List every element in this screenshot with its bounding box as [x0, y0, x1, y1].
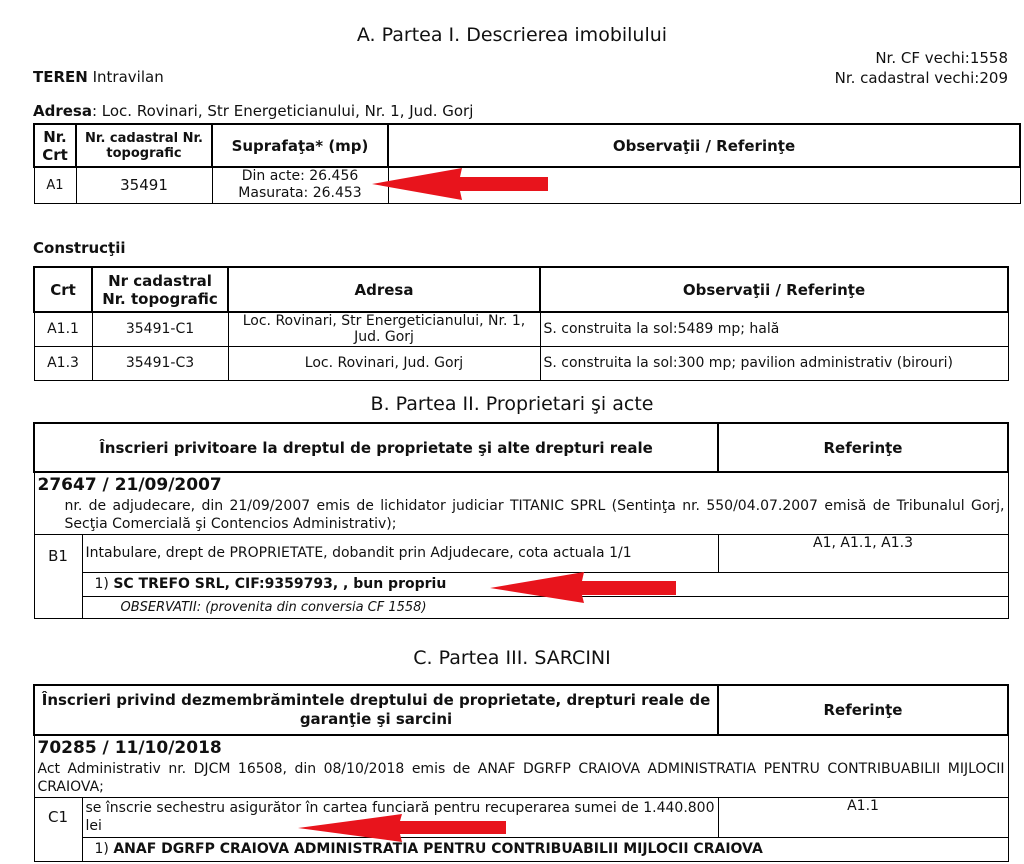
owner-name: SC TREFO SRL: [113, 576, 225, 592]
cell-cad: 35491-C3: [92, 346, 228, 380]
th-referinte-b: Referinţe: [718, 423, 1008, 472]
th-inscrieri-sarcini: Înscrieri privind dezmembrămintele dreptului de proprietate, drepturi reale de garanţie şi sarcini: [34, 685, 718, 735]
b1-ref: A1, A1.1, A1.3: [718, 534, 1008, 572]
cell-crt: A1: [34, 167, 76, 203]
constructii-table: [33, 266, 1009, 381]
th-crt: Crt: [34, 267, 92, 312]
constructii-title: Construcţii: [33, 239, 126, 257]
constructie-row: [34, 346, 1008, 380]
creditor-name: ANAF DGRFP CRAIOVA ADMINISTRATIA PENTRU CONTRIBUABILII MIJLOCII CRAIOVA: [113, 841, 763, 857]
creditor-row: [34, 837, 1008, 861]
teren-type: Intravilan: [92, 68, 164, 86]
entry-text-b: nr. de adjudecare, din 21/09/2007 emis de lichidator judiciar TITANIC SPRL (Sentinţa nr. 550/04.07.2007 emisă de Tribunalul Gorj, Secţia Comercială şi Contencios Administrativ);: [34, 496, 1008, 534]
adresa-line: [33, 102, 473, 120]
adresa-value: : Loc. Rovinari, Str Energeticianului, Nr. 1, Jud. Gorj: [91, 102, 474, 120]
entry-text-c: Act Administrativ nr. DJCM 16508, din 08/10/2018 emis de ANAF DGRFP CRAIOVA ADMINISTRATIA PENTRU CONTRIBUABILII MIJLOCII CRAIOVA;: [34, 759, 1008, 797]
teren-label: TEREN: [33, 68, 88, 86]
b1-label: B1: [34, 534, 82, 618]
cell-crt: A1.1: [34, 312, 92, 346]
th-suprafata: Suprafaţa* (mp): [212, 124, 388, 167]
adresa-label: Adresa: [33, 102, 92, 120]
cell-adresa: Loc. Rovinari, Jud. Gorj: [228, 346, 540, 380]
arrow-shape: [372, 168, 548, 200]
arrow-icon-suprafata: [370, 166, 550, 202]
observatii-b: OBSERVATII: (provenita din conversia CF 1558): [82, 596, 1008, 618]
c1-label: C1: [34, 797, 82, 861]
owner-num: 1): [94, 576, 109, 592]
cell-obs: S. construita la sol:5489 mp; hală: [540, 312, 1008, 346]
cf-info: [835, 48, 1008, 88]
masurata: Masurata: 26.453: [238, 185, 362, 202]
arrow-icon-suma: [296, 813, 508, 843]
cell-cadastral: 35491: [76, 167, 212, 203]
cf-vechi: Nr. CF vechi:1558: [875, 49, 1008, 67]
sarcini-table: [33, 684, 1009, 862]
th-inscrieri-proprietate: Înscrieri privitoare la dreptul de proprietate şi alte drepturi reale: [34, 423, 718, 472]
th-nr-crt: Nr. Crt: [34, 124, 76, 167]
din-acte: Din acte: 26.456: [241, 168, 359, 185]
cell-adresa: Loc. Rovinari, Str Energeticianului, Nr. 1, Jud. Gorj: [228, 312, 540, 346]
constructie-row: [34, 312, 1008, 346]
arrow-shape: [490, 572, 676, 603]
entry-id-b: 27647 / 21/09/2007: [34, 472, 1008, 496]
section-c-title: C. Partea III. SARCINI: [413, 647, 611, 669]
teren-line: [33, 68, 164, 86]
b1-text: Intabulare, drept de PROPRIETATE, dobandit prin Adjudecare, cota actuala 1/1: [82, 534, 718, 572]
cell-obs: S. construita la sol:300 mp; pavilion administrativ (birouri): [540, 346, 1008, 380]
section-b-title: B. Partea II. Proprietari şi acte: [370, 393, 654, 415]
cell-cad: 35491-C1: [92, 312, 228, 346]
entry-id-c: 70285 / 11/10/2018: [34, 735, 1008, 759]
arrow-shape: [298, 814, 506, 842]
arrow-icon-owner: [488, 570, 678, 604]
owner-rest: , CIF:9359793, , bun propriu: [224, 576, 447, 592]
th-nr-cadastral-c: Nr cadastral Nr. topografic: [92, 267, 228, 312]
th-adresa: Adresa: [228, 267, 540, 312]
th-observatii: Observaţii / Referinţe: [388, 124, 1020, 167]
cell-crt: A1.3: [34, 346, 92, 380]
section-a-title: A. Partea I. Descrierea imobilului: [356, 24, 668, 46]
c1-text: se înscrie sechestru asigurător în cartea funciară pentru recuperarea sumei de 1.440.800 lei: [82, 797, 718, 837]
th-observatii-c: Observaţii / Referinţe: [540, 267, 1008, 312]
th-referinte-c: Referinţe: [718, 685, 1008, 735]
cell-suprafata: [212, 167, 388, 203]
creditor-num: 1): [94, 841, 109, 857]
th-nr-cadastral: Nr. cadastral Nr. topografic: [76, 124, 212, 167]
creditor-line: [82, 837, 1008, 861]
cadastral-vechi: Nr. cadastral vechi:209: [834, 69, 1008, 87]
c1-ref: A1.1: [718, 797, 1008, 837]
